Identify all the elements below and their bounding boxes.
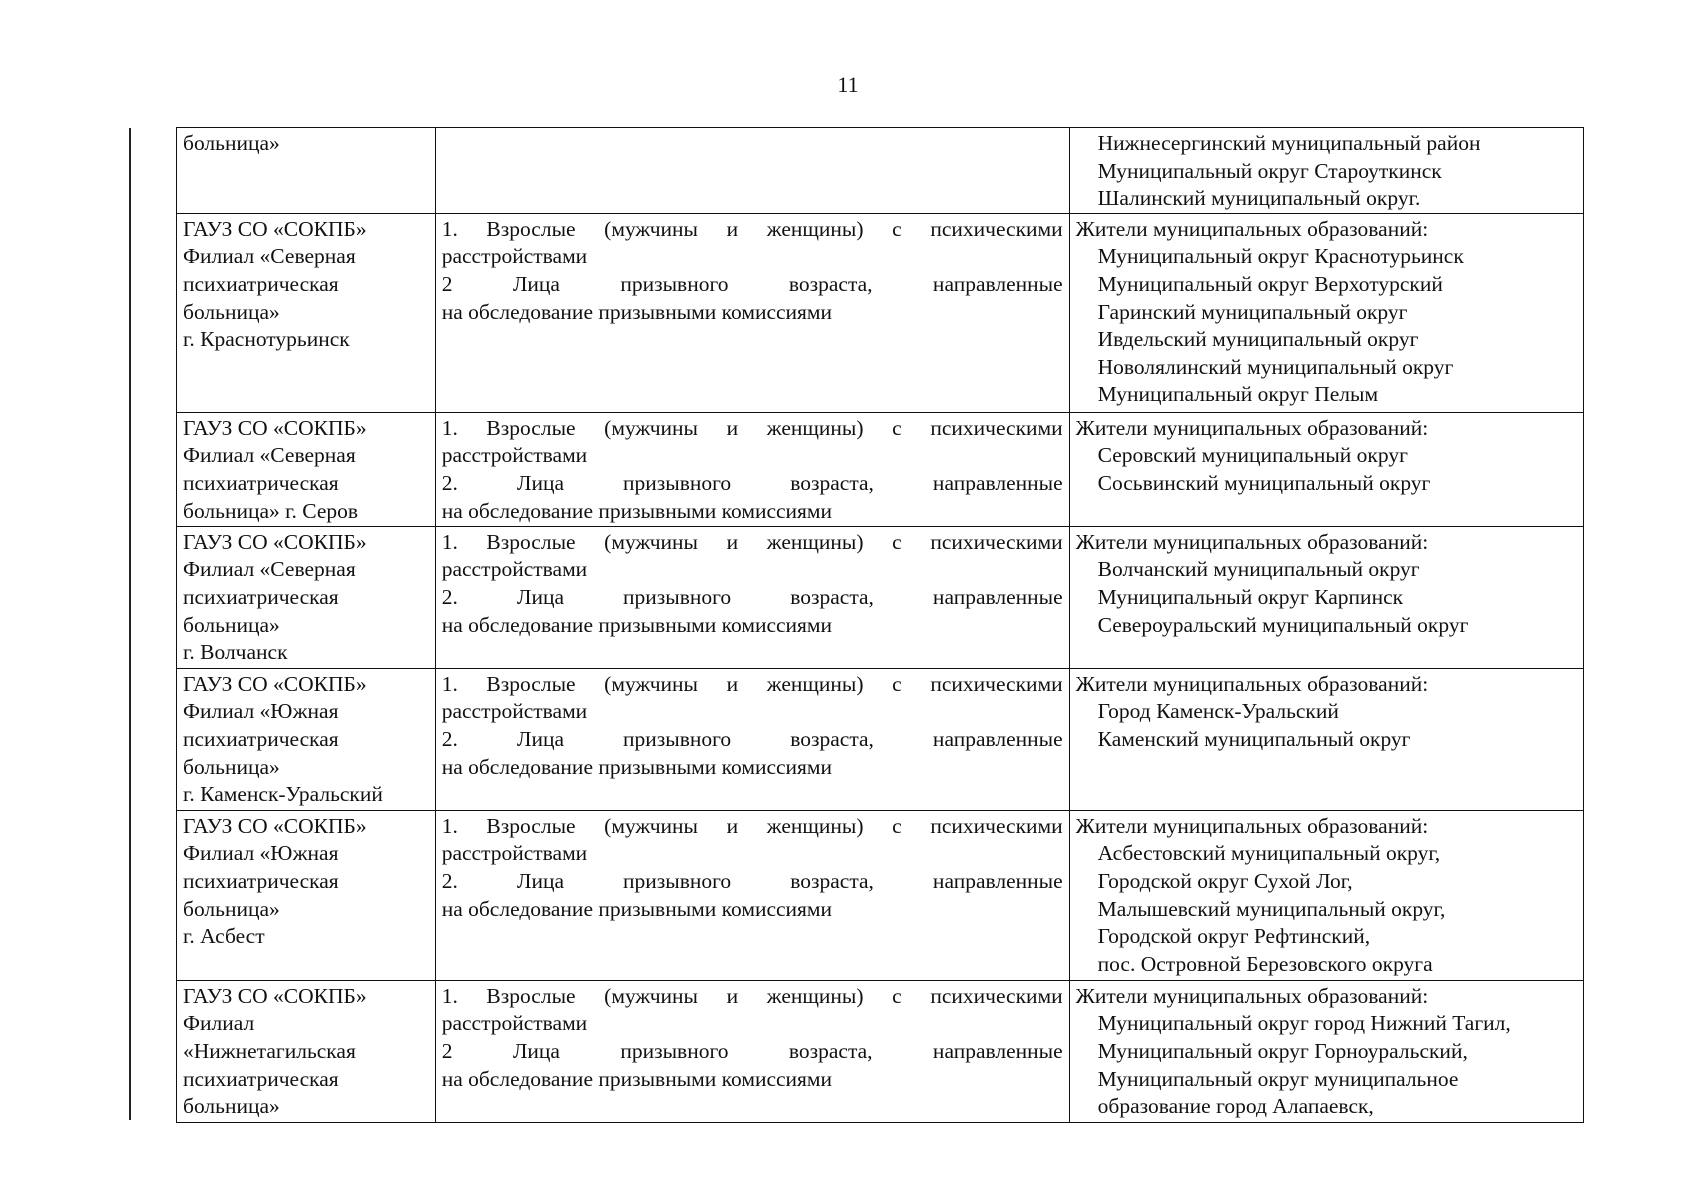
- resident-item: Ивдельский муниципальный округ: [1097, 327, 1419, 352]
- residents-cell: [1069, 810, 1583, 980]
- category-line: 1. Взрослые (мужчины и женщины) с психическими: [441, 216, 1063, 241]
- table-row: [177, 412, 1584, 526]
- hospital-line: г. Каменск-Уральский: [183, 782, 383, 807]
- resident-item: Муниципальный округ Карпинск: [1097, 584, 1404, 609]
- hospital-line: г. Краснотурьинск: [183, 327, 350, 352]
- residents-cell: [1069, 668, 1583, 810]
- hospital-line: Филиал «Южная: [183, 699, 339, 724]
- residents-header: Жители муниципальных образований:: [1075, 671, 1429, 696]
- hospital-cell: [177, 810, 436, 980]
- category-line: расстройствами: [441, 244, 588, 269]
- category-line: на обследование призывными комиссиями: [441, 612, 833, 637]
- hospital-line: психиатрическая: [183, 1066, 339, 1091]
- resident-item: пос. Островной Березовского округа: [1097, 951, 1433, 976]
- category-line: 2. Лица призывного возраста, направленные: [441, 726, 1063, 751]
- category-line: на обследование призывными комиссиями: [441, 299, 833, 324]
- hospital-line: психиатрическая: [183, 726, 339, 751]
- residents-header: Жители муниципальных образований:: [1075, 415, 1429, 440]
- residents-cell: [1069, 980, 1583, 1122]
- resident-item: Муниципальный округ Горноуральский,: [1097, 1038, 1468, 1063]
- resident-item: Муниципальный округ муниципальное: [1097, 1066, 1459, 1091]
- resident-item: Город Каменск-Уральский: [1097, 699, 1339, 724]
- hospital-line: Филиал: [183, 1011, 255, 1036]
- hospital-line: ГАУЗ СО «СОКПБ»: [183, 983, 367, 1008]
- categories-cell: [435, 412, 1069, 526]
- table-row: [177, 128, 1584, 214]
- hospital-line: Филиал «Южная: [183, 841, 339, 866]
- category-line: 1. Взрослые (мужчины и женщины) с психическими: [441, 529, 1063, 554]
- hospital-line: ГАУЗ СО «СОКПБ»: [183, 671, 367, 696]
- category-line: 1. Взрослые (мужчины и женщины) с психическими: [441, 671, 1063, 696]
- hospital-line: г. Асбест: [183, 924, 265, 949]
- hospital-line: ГАУЗ СО «СОКПБ»: [183, 216, 367, 241]
- hospital-line: психиатрическая: [183, 868, 339, 893]
- resident-item: Шалинский муниципальный округ.: [1097, 186, 1421, 211]
- hospital-cell: [177, 213, 436, 412]
- hospital-line: Филиал «Северная: [183, 557, 356, 582]
- category-line: расстройствами: [441, 699, 588, 724]
- resident-item: Муниципальный округ город Нижний Тагил,: [1097, 1011, 1511, 1036]
- category-line: на обследование призывными комиссиями: [441, 896, 833, 921]
- category-line: на обследование призывными комиссиями: [441, 754, 833, 779]
- table-row: [177, 810, 1584, 980]
- hospital-line: ГАУЗ СО «СОКПБ»: [183, 813, 367, 838]
- hospital-line: больница»: [183, 299, 280, 324]
- hospital-cell: [177, 128, 436, 214]
- table-row: [177, 213, 1584, 412]
- resident-item: Муниципальный округ Краснотурьинск: [1097, 244, 1464, 269]
- hospital-line: «Нижнетагильская: [183, 1038, 356, 1063]
- hospital-line: больница»: [183, 896, 280, 921]
- hospital-line: г. Волчанск: [183, 640, 288, 665]
- table-row: [177, 980, 1584, 1122]
- resident-item: Новолялинский муниципальный округ: [1097, 354, 1454, 379]
- margin-line: [129, 128, 131, 1120]
- hospital-line: больница» г. Серов: [183, 498, 359, 523]
- category-line: 2. Лица призывного возраста, направленные: [441, 584, 1063, 609]
- hospital-line: больница»: [183, 754, 280, 779]
- residents-header: Жители муниципальных образований:: [1075, 813, 1429, 838]
- resident-item: Малышевский муниципальный округ,: [1097, 896, 1446, 921]
- resident-item: Каменский муниципальный округ: [1097, 726, 1411, 751]
- category-line: на обследование призывными комиссиями: [441, 498, 833, 523]
- categories-cell: [435, 810, 1069, 980]
- hospital-line: больница»: [183, 131, 280, 155]
- resident-item: Гаринский муниципальный округ: [1097, 299, 1408, 324]
- category-line: расстройствами: [441, 443, 588, 468]
- resident-item: образование город Алапаевск,: [1097, 1094, 1374, 1119]
- hospital-cell: [177, 412, 436, 526]
- hospital-line: ГАУЗ СО «СОКПБ»: [183, 415, 367, 440]
- residents-cell: [1069, 412, 1583, 526]
- hospital-line: психиатрическая: [183, 470, 339, 495]
- category-line: 2. Лица призывного возраста, направленные: [441, 868, 1063, 893]
- hospital-line: больница»: [183, 612, 280, 637]
- resident-item: Североуральский муниципальный округ: [1097, 612, 1469, 637]
- category-line: 1. Взрослые (мужчины и женщины) с психическими: [441, 983, 1063, 1008]
- table-row: [177, 668, 1584, 810]
- categories-cell: [435, 668, 1069, 810]
- hospital-table: [176, 127, 1584, 1123]
- category-line: расстройствами: [441, 1011, 588, 1036]
- categories-cell: [435, 980, 1069, 1122]
- categories-cell: [435, 526, 1069, 668]
- resident-item: Муниципальный округ Пелым: [1097, 382, 1379, 407]
- resident-item: Сосьвинский муниципальный округ: [1097, 470, 1431, 495]
- hospital-line: Филиал «Северная: [183, 443, 356, 468]
- page-number: 11: [837, 72, 859, 97]
- category-line: 1. Взрослые (мужчины и женщины) с психическими: [441, 415, 1063, 440]
- table-row: [177, 526, 1584, 668]
- resident-item: Городской округ Рефтинский,: [1097, 924, 1371, 949]
- hospital-line: ГАУЗ СО «СОКПБ»: [183, 529, 367, 554]
- category-line: 1. Взрослые (мужчины и женщины) с психическими: [441, 813, 1063, 838]
- category-line: расстройствами: [441, 841, 588, 866]
- category-line: на обследование призывными комиссиями: [441, 1066, 833, 1091]
- resident-item: Муниципальный округ Верхотурский: [1097, 271, 1443, 296]
- hospital-line: психиатрическая: [183, 271, 339, 296]
- category-line: 2 Лица призывного возраста, направленные: [441, 1038, 1063, 1063]
- category-line: 2 Лица призывного возраста, направленные: [441, 271, 1063, 296]
- hospital-cell: [177, 668, 436, 810]
- categories-cell: [435, 128, 1069, 214]
- hospital-line: больница»: [183, 1094, 280, 1119]
- residents-cell: [1069, 213, 1583, 412]
- hospital-cell: [177, 980, 436, 1122]
- residents-cell: [1069, 526, 1583, 668]
- residents-cell: [1069, 128, 1583, 214]
- residents-header: Жители муниципальных образований:: [1075, 216, 1429, 241]
- hospital-line: Филиал «Северная: [183, 244, 356, 269]
- categories-cell: [435, 213, 1069, 412]
- resident-item: Волчанский муниципальный округ: [1097, 557, 1420, 582]
- resident-item: Нижнесергинский муниципальный район: [1097, 131, 1481, 155]
- category-line: 2. Лица призывного возраста, направленные: [441, 470, 1063, 495]
- category-line: расстройствами: [441, 557, 588, 582]
- hospital-cell: [177, 526, 436, 668]
- resident-item: Асбестовский муниципальный округ,: [1097, 841, 1441, 866]
- resident-item: Муниципальный округ Староуткинск: [1097, 158, 1442, 183]
- resident-item: Серовский муниципальный округ: [1097, 443, 1408, 468]
- hospital-line: психиатрическая: [183, 584, 339, 609]
- residents-header: Жители муниципальных образований:: [1075, 983, 1429, 1008]
- resident-item: Городской округ Сухой Лог,: [1097, 868, 1353, 893]
- residents-header: Жители муниципальных образований:: [1075, 529, 1429, 554]
